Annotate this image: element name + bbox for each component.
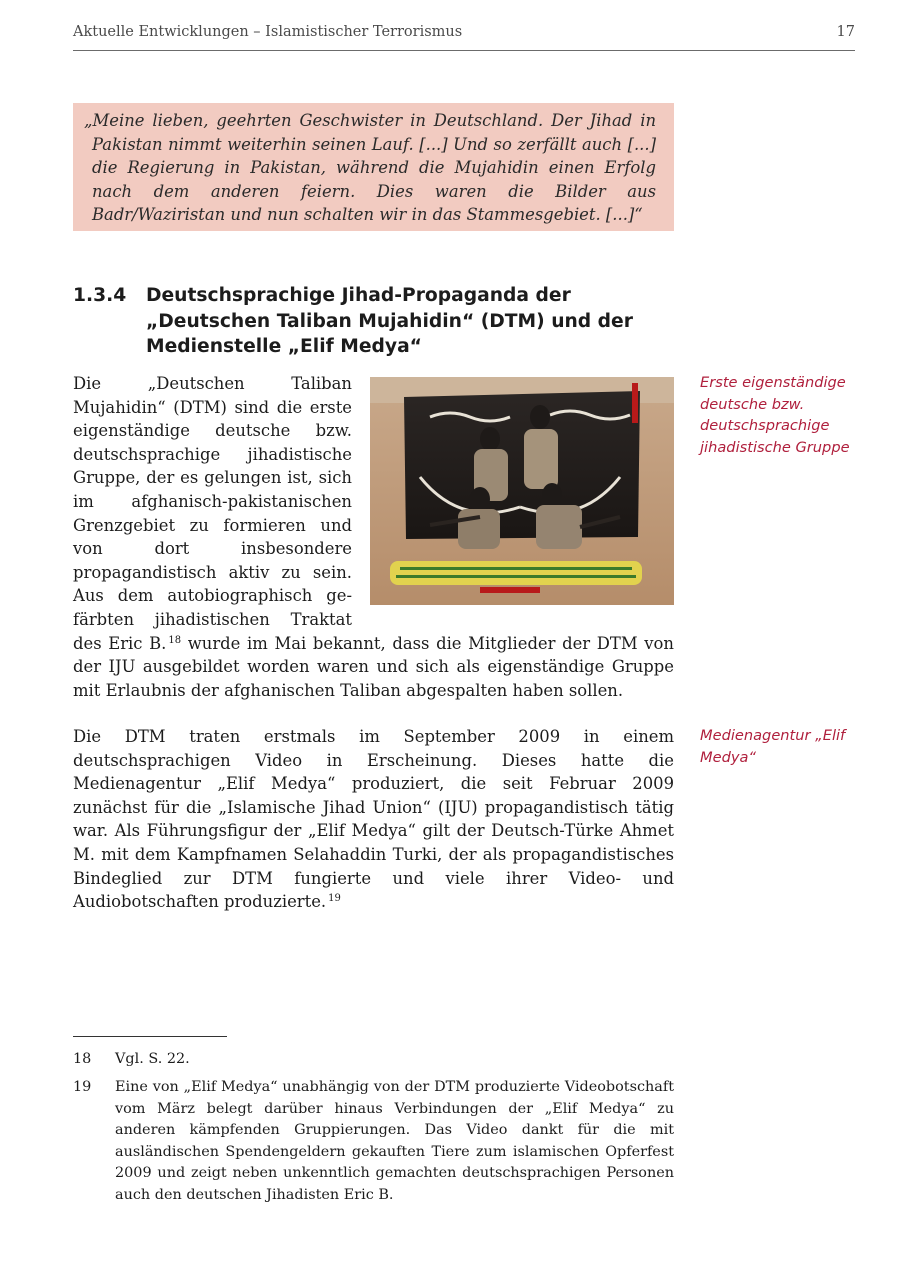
running-header	[73, 24, 855, 51]
footnote-number: 19	[73, 1079, 92, 1095]
footnote-divider	[73, 1036, 227, 1037]
quote-box	[73, 103, 674, 231]
footnote-ref-18[interactable]: 18	[168, 634, 182, 646]
footnote-number: 18	[73, 1051, 92, 1067]
section-number: 1.3.4	[73, 285, 127, 306]
propaganda-photo-image	[370, 377, 674, 605]
paragraph-1-text: Die „Deutschen Taliban Mujahidin“ (DTM) sind die erste eigenständige deutsche bzw. deutschsprachige jihadistische Gruppe, der es gelungen ist, sich im afghanisch-pakistanischen Grenzgebiet zu formieren und von dort insbesondere propagandistisch aktiv zu sein. Aus dem autobiographisch gefärbten jihadistischen Traktat des Eric B.	[73, 374, 352, 653]
footnote-18	[73, 1049, 674, 1071]
quote-text: „Meine lieben, geehrten Geschwister in Deutschland. Der Jihad in Pakistan nimmt weiterhin seinen Lauf. [...] Und so zerfällt auch [...] die Regierung in Pakistan, während die Mujahidin einen Erfolg nach dem anderen feiern. Dies waren die Bilder aus Badr/Waziristan und nun schalten wir in das Stammesgebiet. [...]“	[84, 111, 656, 225]
margin-note-dtm: Erste eigenständige deutsche bzw. deutschsprachige jihadistische Gruppe	[700, 374, 850, 456]
section-title: Deutschsprachige Jihad-Propaganda der „Deutschen Taliban Mujahidin“ (DTM) und der Medienstelle „Elif Medya“	[146, 285, 633, 357]
page-number: 17	[836, 24, 855, 40]
paragraph-1-rest: wurde im Mai bekannt, dass die Mitglieder der DTM von der IJU ausgebildet worden waren und sich als eigenständige Gruppe mit Erlaubnis der afghanischen Taliban abgespalten haben sollen.	[73, 633, 674, 700]
propaganda-photo	[370, 377, 674, 605]
paragraph-elif-medya	[73, 725, 674, 914]
paragraph-dtm-intro	[73, 372, 674, 702]
paragraph-text	[73, 725, 674, 914]
footnote-19	[73, 1077, 674, 1206]
footnote-text: Eine von „Elif Medya“ unabhängig von der DTM produzierte Videobotschaft vom März belegt darüber hinaus Verbindungen der „Elif Medya“ zu anderen kämpfenden Gruppierungen. Das Video dankt für die mit ausländischen Spendengeldern gekauften Tiere zum islamischen Opferfest 2009 und zeigt neben unkenntlich gemachten deutschsprachigen Personen auch den deutschen Jihadisten Eric B.	[115, 1079, 674, 1203]
footnote-ref-19[interactable]: 19	[328, 893, 341, 905]
margin-note-elif-medya: Medienagentur „Elif Medya“	[700, 727, 846, 766]
running-header-title: Aktuelle Entwicklungen – Islamistischer Terrorismus	[73, 24, 463, 40]
paragraph-2-text: Die DTM traten erstmals im September 2009 in einem deutschsprachigen Video in Erscheinung. Dieses hatte die Medienagentur „Elif Medya“ produziert, die seit Februar 2009 zunächst für die „Islamische Jihad Union“ (IJU) propagandistisch tätig war. Als Führungsfigur der „Elif Medya“ gilt der Deutsch-Türke Ahmet M. mit dem Kampfnamen Selahaddin Turki, der als propagandistisches Bindeglied zur DTM fungierte und viele ihrer Video- und Audiobotschaften produzierte.	[73, 727, 674, 912]
footnote-text: Vgl. S. 22.	[115, 1051, 190, 1067]
